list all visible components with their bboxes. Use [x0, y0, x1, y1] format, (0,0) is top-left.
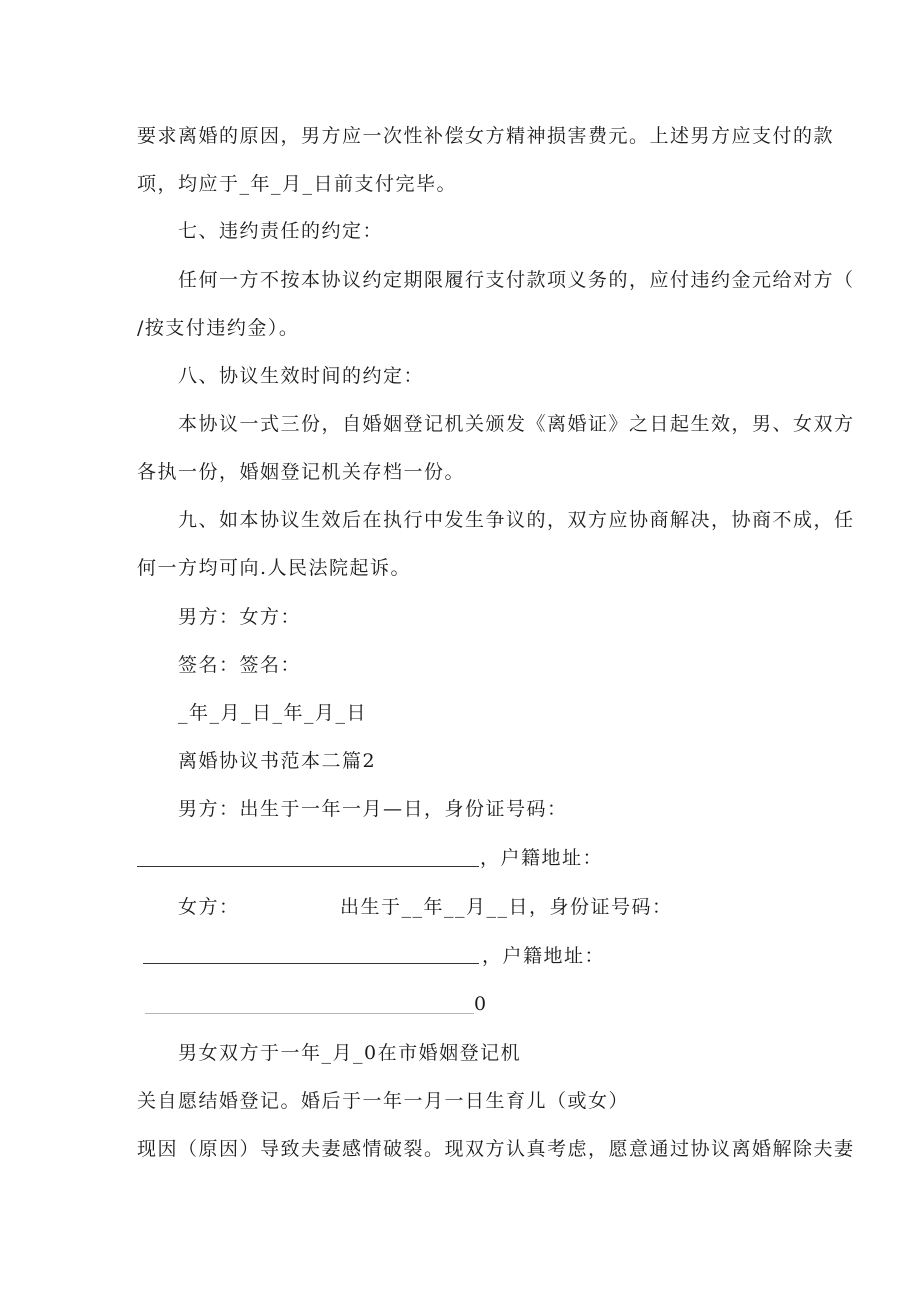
paragraph-line: 何一方均可向.人民法院起诉。: [137, 557, 412, 579]
paragraph-line: 项，均应于_年_月_日前支付完毕。: [137, 173, 458, 195]
signature-labels: 签名：签名：: [178, 654, 302, 676]
paragraph-line: 各执一份，婚姻登记机关存档一份。: [137, 461, 466, 483]
paragraph-line: 九、如本协议生效后在执行中发生争议的，双方应协商解决，协商不成，任: [178, 509, 855, 531]
male-party-line: 男方：出生于一年一月—日，身份证号码：: [178, 798, 568, 820]
section-heading-effective: 八、协议生效时间的约定：: [178, 365, 425, 387]
paragraph-line: 男女双方于一年_月_0在市婚姻登记机: [178, 1042, 522, 1064]
paragraph-line: 要求离婚的原因，男方应一次性补偿女方精神损害费元。上述男方应支付的款: [137, 125, 835, 147]
paragraph-line: 现因（原因）导致夫妻感情破裂。现双方认真考虑，愿意通过协议离婚解除夫妻: [137, 1138, 855, 1160]
party-labels: 男方：女方：: [178, 606, 302, 628]
paragraph-line: 本协议一式三份，自婚姻登记机关颁发《离婚证》之日起生效，男、女双方: [178, 413, 855, 435]
document-title: 离婚协议书范本二篇2: [178, 750, 377, 772]
address-label: ，户籍地址：: [480, 847, 604, 869]
address-label: ，户籍地址：: [482, 945, 606, 967]
date-blanks: _年_月_日_年_月_日: [178, 702, 368, 724]
female-birth-line: 出生于__年__月__日，身份证号码：: [340, 896, 673, 918]
section-heading-breach: 七、违约责任的约定：: [178, 220, 384, 242]
blank-underline: [137, 866, 479, 867]
paragraph-line: 任何一方不按本协议约定期限履行支付款项义务的，应付违约金元给对方（: [178, 269, 855, 291]
female-party-label: 女方：: [178, 896, 240, 918]
paragraph-line: 关自愿结婚登记。婚后于一年一月一日生育儿（或女）: [137, 1090, 630, 1112]
blank-underline: [143, 963, 479, 964]
trailing-mark: 0: [474, 993, 488, 1015]
blank-underline: [145, 1013, 474, 1014]
paragraph-line: /按支付违约金）。: [137, 317, 300, 339]
